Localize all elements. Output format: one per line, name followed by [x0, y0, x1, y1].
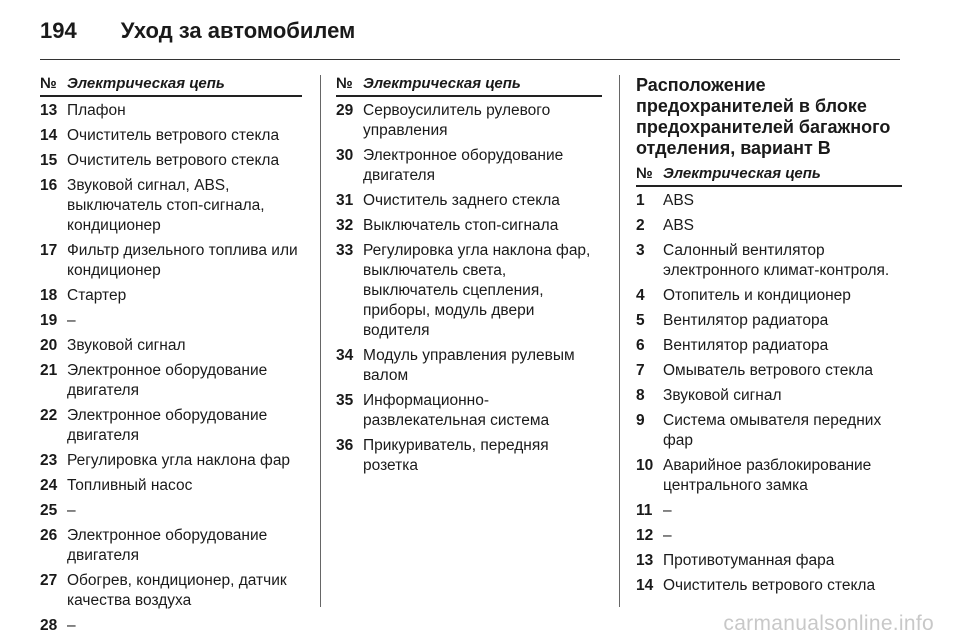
circuit-name: Регулировка угла наклона фар	[67, 452, 291, 469]
circuit-name: Система омывателя передних фар	[663, 412, 882, 449]
table-row	[636, 411, 902, 451]
table-row	[336, 101, 602, 141]
fuse-number: 20	[40, 337, 58, 354]
page-title: Уход за автомобилем	[120, 18, 356, 43]
table-row	[40, 616, 302, 636]
circuit-name: Электронное оборудование двигателя	[67, 527, 268, 564]
fuse-table-column-1	[40, 75, 302, 641]
circuit-name: Стартер	[67, 287, 127, 304]
fuse-number: 13	[636, 552, 654, 569]
fuse-number: 16	[40, 177, 58, 194]
fuse-number: 3	[636, 242, 645, 259]
fuse-number: 36	[336, 437, 354, 454]
circuit-name: Очиститель заднего стекла	[363, 192, 560, 209]
table-header	[336, 75, 602, 97]
table-header	[40, 75, 302, 97]
table-row	[336, 241, 602, 341]
circuit-name: –	[67, 312, 76, 329]
fuse-number: 9	[636, 412, 645, 429]
table-row	[636, 241, 902, 281]
fuse-number: 27	[40, 572, 58, 589]
fuse-number: 22	[40, 407, 58, 424]
table-row	[636, 311, 902, 331]
fuse-number: 24	[40, 477, 58, 494]
column-divider-1	[320, 75, 321, 607]
header-divider	[40, 59, 900, 60]
fuse-number: 19	[40, 312, 58, 329]
page-header	[40, 18, 355, 50]
fuse-number: 34	[336, 347, 354, 364]
circuit-name: Вентилятор радиатора	[663, 337, 829, 354]
circuit-name: Очиститель ветрового стекла	[67, 152, 280, 169]
number-sign-header: №	[40, 75, 57, 92]
circuit-name: Омыватель ветрового стекла	[663, 362, 873, 379]
fuse-number: 13	[40, 102, 58, 119]
circuit-name: Электронное оборудование двигателя	[67, 407, 268, 444]
table-row	[40, 241, 302, 281]
circuit-name: –	[67, 617, 76, 634]
table-row	[40, 151, 302, 171]
circuit-name: Отопитель и кондиционер	[663, 287, 851, 304]
fuse-number: 31	[336, 192, 354, 209]
table-row	[40, 126, 302, 146]
fuse-number: 14	[40, 127, 58, 144]
table-row	[636, 286, 902, 306]
fuse-number: 30	[336, 147, 354, 164]
circuit-name: –	[67, 502, 76, 519]
circuit-name: Топливный насос	[67, 477, 193, 494]
table-row	[40, 101, 302, 121]
fuse-number: 26	[40, 527, 58, 544]
circuit-name: Прикуриватель, передняя розетка	[363, 437, 549, 474]
table-row	[40, 526, 302, 566]
column-divider-2	[619, 75, 620, 607]
table-row	[40, 501, 302, 521]
fuse-number: 11	[636, 502, 653, 519]
table-row	[40, 176, 302, 236]
circuit-name: Очиститель ветрового стекла	[663, 577, 876, 594]
circuit-name: Очиститель ветрового стекла	[67, 127, 280, 144]
table-row	[636, 526, 902, 546]
circuit-name: ABS	[663, 217, 695, 234]
table-row	[40, 406, 302, 446]
table-row	[40, 286, 302, 306]
table-row	[636, 456, 902, 496]
table-row	[636, 191, 902, 211]
circuit-name: –	[663, 502, 672, 519]
table-row	[40, 476, 302, 496]
fuse-number: 14	[636, 577, 654, 594]
table-row	[636, 336, 902, 356]
fuse-number: 21	[40, 362, 58, 379]
fuse-number: 23	[40, 452, 58, 469]
fuse-number: 7	[636, 362, 645, 379]
fuse-number: 28	[40, 617, 58, 634]
circuit-name: Звуковой сигнал	[67, 337, 186, 354]
fuse-number: 4	[636, 287, 645, 304]
table-row	[636, 386, 902, 406]
table-row	[40, 451, 302, 471]
table-row	[40, 311, 302, 331]
circuit-header: Электрическая цепь	[67, 75, 225, 92]
fuse-number: 35	[336, 392, 354, 409]
circuit-name: Регулировка угла наклона фар, выключатель света, выключатель сцепления, приборы, модуль двери водителя	[363, 242, 591, 339]
circuit-name: Выключатель стоп-сигнала	[363, 217, 559, 234]
table-row	[336, 191, 602, 211]
table-row	[636, 551, 902, 571]
table-row	[336, 391, 602, 431]
fuse-number: 12	[636, 527, 654, 544]
circuit-name: Информационно-развлекательная система	[363, 392, 550, 429]
fuse-number: 18	[40, 287, 58, 304]
table-row	[336, 216, 602, 236]
table-row	[40, 361, 302, 401]
circuit-name: Звуковой сигнал, ABS, выключатель стоп-сигнала, кондиционер	[67, 177, 265, 234]
table-row	[636, 361, 902, 381]
circuit-name: –	[663, 527, 672, 544]
fuse-number: 17	[40, 242, 58, 259]
fuse-number: 6	[636, 337, 645, 354]
circuit-name: Фильтр дизельного топлива или кондиционер	[67, 242, 298, 279]
watermark: carmanualsonline.info	[723, 612, 934, 635]
fuse-number: 25	[40, 502, 58, 519]
fuse-number: 32	[336, 217, 354, 234]
circuit-header: Электрическая цепь	[363, 75, 521, 92]
table-header	[636, 165, 902, 187]
section-title: Расположение предохранителей в блоке предохранителей багажного отделения, вариант B	[636, 75, 891, 158]
circuit-name: Электронное оборудование двигателя	[363, 147, 564, 184]
table-row	[636, 501, 902, 521]
fuse-number: 2	[636, 217, 645, 234]
table-row	[336, 146, 602, 186]
number-sign-header: №	[636, 165, 653, 182]
fuse-number: 1	[636, 192, 645, 209]
fuse-number: 5	[636, 312, 645, 329]
table-row	[40, 571, 302, 611]
circuit-name: Электронное оборудование двигателя	[67, 362, 268, 399]
circuit-name: Противотуманная фара	[663, 552, 835, 569]
fuse-number: 15	[40, 152, 58, 169]
circuit-name: Сервоусилитель рулевого управления	[363, 102, 551, 139]
circuit-name: Вентилятор радиатора	[663, 312, 829, 329]
circuit-name: Салонный вентилятор электронного климат-контроля.	[663, 242, 890, 279]
circuit-name: Звуковой сигнал	[663, 387, 782, 404]
table-row	[336, 436, 602, 476]
circuit-name: ABS	[663, 192, 695, 209]
circuit-name: Плафон	[67, 102, 126, 119]
number-sign-header: №	[336, 75, 353, 92]
fuse-number: 33	[336, 242, 354, 259]
circuit-name: Аварийное разблокирование центрального замка	[663, 457, 872, 494]
fuse-number: 10	[636, 457, 654, 474]
circuit-name: Обогрев, кондиционер, датчик качества воздуха	[67, 572, 287, 609]
table-row	[636, 216, 902, 236]
page-number: 194	[40, 18, 77, 43]
table-row	[636, 576, 902, 596]
fuse-number: 8	[636, 387, 645, 404]
fuse-number: 29	[336, 102, 354, 119]
circuit-header: Электрическая цепь	[663, 165, 821, 182]
table-row	[40, 336, 302, 356]
fuse-table-column-2	[336, 75, 602, 481]
circuit-name: Модуль управления рулевым валом	[363, 347, 575, 384]
table-row	[336, 346, 602, 386]
fuse-table-column-3	[636, 75, 902, 601]
